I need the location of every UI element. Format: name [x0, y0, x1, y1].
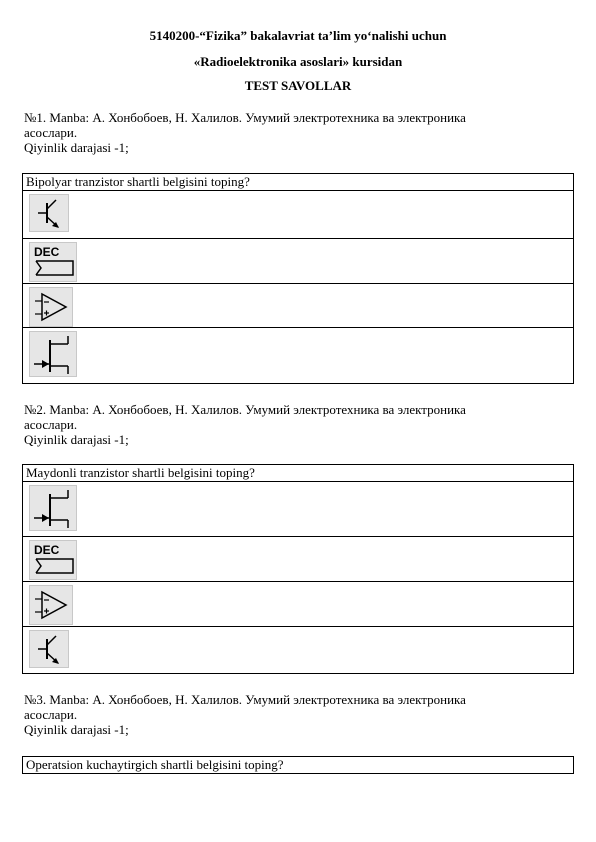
decoder-icon [29, 242, 77, 282]
question-1-table [22, 173, 574, 384]
question-2-source [24, 402, 544, 447]
question-3-table [22, 756, 574, 774]
question-1-prompt: Bipolyar tranzistor shartli belgisini toping? [26, 174, 250, 189]
question-1-option-2[interactable] [23, 238, 573, 283]
question-3-source [24, 692, 544, 737]
document-title-line-1: 5140200-“Fizika” bakalavriat ta’lim yo‘nalishi uchun [149, 28, 447, 43]
question-2-source-line-2: асослари. [24, 417, 78, 432]
question-3-difficulty: Qiyinlik darajasi -1; [24, 722, 129, 737]
question-3-source-line-1: №3. Manba: А. Хонбобоев, Н. Халилов. Умумий электротехника ва электроника [24, 692, 466, 707]
decoder-icon [29, 540, 77, 580]
question-2-prompt: Maydonli tranzistor shartli belgisini toping? [26, 465, 255, 480]
question-1-difficulty: Qiyinlik darajasi -1; [24, 140, 129, 155]
question-2-option-2[interactable] [23, 536, 573, 581]
op-amp-icon [29, 287, 73, 327]
decoder-icon-label: DEC [34, 543, 60, 557]
question-2-option-4[interactable] [23, 626, 573, 673]
bipolar-transistor-icon [29, 630, 69, 668]
question-1-option-1[interactable] [23, 190, 573, 238]
bipolar-transistor-icon [29, 194, 69, 232]
question-1-source-line-1: №1. Manba: А. Хонбобоев, Н. Халилов. Умумий электротехника ва электроника [24, 110, 466, 125]
question-2-difficulty: Qiyinlik darajasi -1; [24, 432, 129, 447]
question-3-source-line-2: асослари. [24, 707, 78, 722]
question-2-option-1[interactable] [23, 481, 573, 536]
field-effect-transistor-icon [29, 331, 77, 377]
document-title-line-2: «Radioelektronika asoslari» kursidan [193, 54, 403, 69]
question-2-table [22, 464, 574, 674]
op-amp-icon [29, 585, 73, 625]
question-1-option-3[interactable] [23, 283, 573, 327]
question-1-option-4[interactable] [23, 327, 573, 382]
question-3-prompt: Operatsion kuchaytirgich shartli belgisini toping? [26, 757, 284, 772]
field-effect-transistor-icon [29, 485, 77, 531]
document-title-line-3: TEST SAVOLLAR [244, 78, 352, 93]
question-1-source-line-2: асослари. [24, 125, 78, 140]
question-2-source-line-1: №2. Manba: А. Хонбобоев, Н. Халилов. Умумий электротехника ва электроника [24, 402, 466, 417]
decoder-icon-label: DEC [34, 245, 60, 259]
question-1-source [24, 110, 544, 155]
question-2-option-3[interactable] [23, 581, 573, 626]
